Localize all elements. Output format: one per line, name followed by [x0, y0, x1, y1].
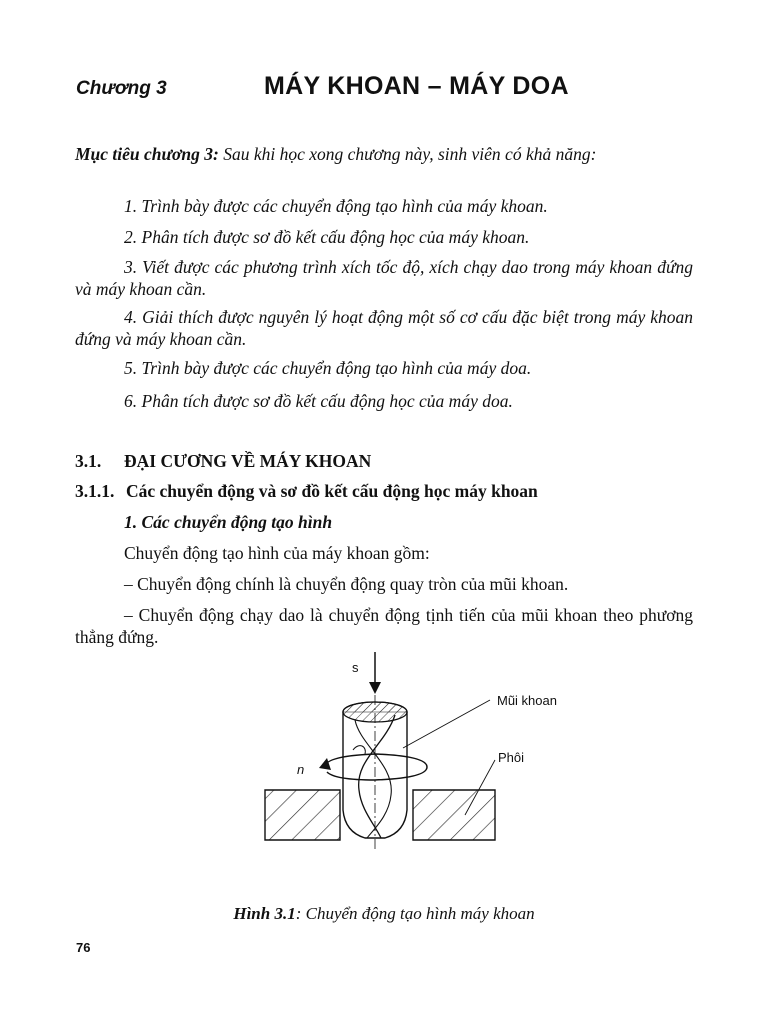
- subsection-number: 3.1.1.: [75, 481, 115, 501]
- objectives-intro: [75, 143, 693, 165]
- rotation-label: n: [297, 762, 305, 777]
- body-paragraph-3: – Chuyển động chạy dao là chuyển động tịnh tiến của mũi khoan theo phương thẳng đứng.: [75, 605, 693, 647]
- section-title: ĐẠI CƯƠNG VỀ MÁY KHOAN: [124, 451, 372, 471]
- objective-item-3: 3. Viết được các phương trình xích tốc độ, xích chạy dao trong máy khoan đứng và máy khoan cần.: [75, 257, 693, 299]
- workpiece-label: Phôi: [498, 750, 525, 765]
- objective-item-4: 4. Giải thích được nguyên lý hoạt động một số cơ cấu đặc biệt trong máy khoan đứng và máy khoan cần.: [75, 307, 693, 349]
- body-paragraph-2: – Chuyển động chính là chuyển động quay tròn của mũi khoan.: [124, 574, 569, 594]
- objective-item-6: 6. Phân tích được sơ đồ kết cấu động học của máy doa.: [124, 391, 513, 411]
- drill-leader-line: [403, 700, 490, 748]
- subsection-title: Các chuyển động và sơ đồ kết cấu động học máy khoan: [126, 481, 538, 501]
- objective-item-2: 2. Phân tích được sơ đồ kết cấu động học của máy khoan.: [124, 227, 530, 247]
- chapter-label: Chương 3: [76, 78, 167, 99]
- objective-item-5: 5. Trình bày được các chuyển động tạo hình của máy doa.: [124, 358, 532, 378]
- body-paragraph-1: Chuyển động tạo hình của máy khoan gồm:: [124, 543, 430, 563]
- drill-motion-figure: [255, 650, 515, 850]
- section-number: 3.1.: [75, 451, 102, 471]
- figure-caption-label: Hình 3.1: [233, 904, 296, 923]
- objective-item-1: 1. Trình bày được các chuyển động tạo hình của máy khoan.: [124, 196, 548, 216]
- subsubsection-title: 1. Các chuyển động tạo hình: [124, 512, 333, 532]
- feed-label: s: [352, 660, 359, 675]
- objectives-intro-label: Mục tiêu chương 3:: [75, 144, 219, 164]
- objectives-intro-text: Sau khi học xong chương này, sinh viên có khả năng:: [218, 144, 597, 164]
- chapter-title: MÁY KHOAN – MÁY DOA: [264, 72, 569, 100]
- drill-label: Mũi khoan: [497, 693, 557, 708]
- figure-caption-text: : Chuyển động tạo hình máy khoan: [295, 904, 535, 923]
- figure-caption: [0, 904, 768, 924]
- page-number: 76: [76, 940, 91, 955]
